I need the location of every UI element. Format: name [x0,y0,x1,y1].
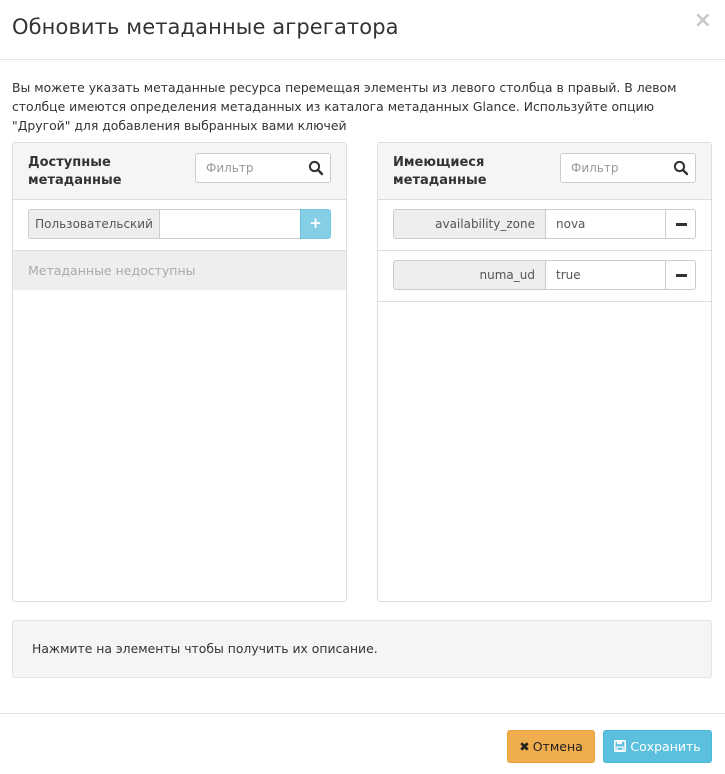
cancel-label: Отмена [532,739,583,754]
modal-title: Обновить метаданные агрегатора [12,15,399,39]
save-button[interactable] [603,730,712,763]
custom-label: Пользовательский [28,209,159,239]
metadata-key: availability_zone [393,209,545,239]
modal-header [0,0,725,60]
existing-filter [560,153,696,183]
intro-text: Вы можете указать метаданные ресурса перемещая элементы из левого столбца в правый. В левом столбце имеются определения метаданных из каталога метаданных Glance. Используйте опцию "Другой" для добавления выбранных вами ключей [12,80,677,133]
empty-metadata-message: Метаданные недоступны [13,251,346,290]
save-label: Сохранить [630,739,701,754]
search-icon[interactable] [673,160,689,176]
metadata-item-row[interactable] [378,200,711,251]
available-metadata-panel [12,142,347,602]
cancel-button[interactable] [507,730,595,763]
metadata-value-input[interactable] [545,209,666,239]
modal-footer [0,713,725,774]
minus-icon [676,274,687,277]
available-panel-title: Доступные метаданные [28,155,122,188]
existing-panel-title: Имеющиеся метаданные [393,155,487,188]
custom-key-input[interactable] [159,209,301,239]
remove-metadata-button[interactable] [665,209,696,239]
metadata-key: numa_ud [393,260,545,290]
plus-icon: + [309,214,322,232]
add-custom-button[interactable] [300,209,331,239]
existing-filter-input[interactable] [561,154,661,182]
custom-metadata-row [13,200,346,251]
item-description-box: Нажмите на элементы чтобы получить их описание. [12,620,712,678]
available-panel-header [13,143,346,200]
close-icon: ✖ [519,739,530,754]
existing-metadata-panel [377,142,712,602]
minus-icon [676,223,687,226]
metadata-value-input[interactable] [545,260,666,290]
search-icon[interactable] [308,160,324,176]
save-icon [614,740,626,752]
available-filter-input[interactable] [196,154,296,182]
existing-panel-header [378,143,711,200]
remove-metadata-button[interactable] [665,260,696,290]
close-icon[interactable]: × [693,8,712,33]
metadata-item-row[interactable] [378,251,711,302]
available-filter [195,153,331,183]
